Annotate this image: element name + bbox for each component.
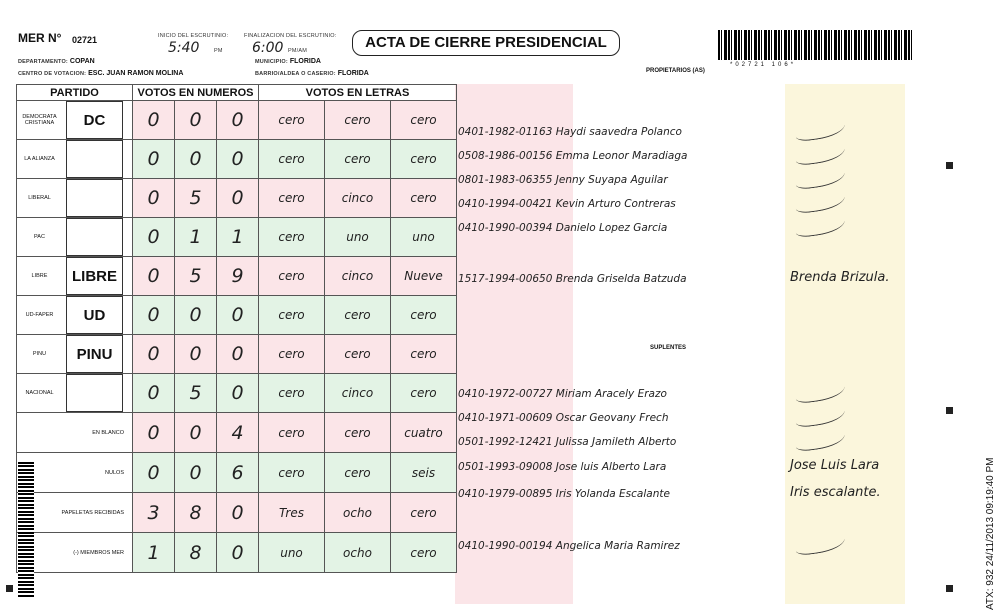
party-name: DEMOCRATA CRISTIANA <box>22 114 57 126</box>
votes-letter-word: cero <box>391 140 457 179</box>
inicio-label: INICIO DEL ESCRUTINIO: <box>158 33 229 39</box>
side-barcode <box>18 462 34 597</box>
member-signature: Brenda Brizula. <box>790 270 890 285</box>
timestamp-stamp: ATX: 932 24/11/2013 09:19:40 PM <box>985 457 996 610</box>
member-entry: 0410-1972-00727 Miriam Aracely Erazo <box>458 388 667 400</box>
votes-number-digit: 0 <box>175 140 217 179</box>
party-logo-icon: DC <box>66 101 123 139</box>
votes-number-digit: 1 <box>133 533 175 573</box>
votes-number-digit: 5 <box>175 179 217 218</box>
departamento-label: DEPARTAMENTO: <box>18 59 68 65</box>
table-row <box>17 413 457 453</box>
votes-number-digit: 3 <box>133 493 175 533</box>
barrio-value: FLORIDA <box>337 70 369 77</box>
votes-letter-word: cero <box>259 179 325 218</box>
votes-letter-word: uno <box>391 218 457 257</box>
col-numeros-header: VOTOS EN NUMEROS <box>133 85 259 101</box>
mer-label: MER N° <box>18 31 62 45</box>
registration-mark <box>946 585 953 592</box>
fin-ampm: PM/AM <box>288 48 308 54</box>
member-entry: 0410-1990-00394 Danielo Lopez Garcia <box>458 222 668 234</box>
total-label: NULOS <box>17 453 133 493</box>
votes-letter-word: uno <box>325 218 391 257</box>
votes-number-digit: 0 <box>217 101 259 140</box>
votes-letter-word: cero <box>391 533 457 573</box>
votes-letter-word: cero <box>325 335 391 374</box>
party-logo-icon <box>66 374 123 412</box>
table-row <box>17 101 457 140</box>
votes-letter-word: Tres <box>259 493 325 533</box>
votes-number-digit: 9 <box>217 257 259 296</box>
votes-number-digit: 0 <box>217 374 259 413</box>
votes-letter-word: cero <box>259 335 325 374</box>
member-signature: Jose Luis Lara <box>790 458 880 473</box>
table-row <box>17 335 457 374</box>
votes-letter-word: cero <box>259 218 325 257</box>
votes-number-digit: 0 <box>175 296 217 335</box>
votes-number-digit: 5 <box>175 257 217 296</box>
votes-number-digit: 0 <box>133 453 175 493</box>
table-row <box>17 453 457 493</box>
member-entry: 1517-1994-00650 Brenda Griselda Batzuda <box>458 273 687 285</box>
votes-letter-word: ocho <box>325 493 391 533</box>
votes-number-digit: 0 <box>175 453 217 493</box>
party-logo-icon: PINU <box>66 335 123 373</box>
registration-mark <box>946 162 953 169</box>
municipio-value: FLORIDA <box>289 58 321 65</box>
total-label: EN BLANCO <box>17 413 133 453</box>
propietarios-label: PROPIETARIOS (AS) <box>646 68 705 74</box>
party-logo-icon: LIBRE <box>66 257 123 295</box>
inicio-value: 5:40 <box>168 40 200 56</box>
table-row <box>17 218 457 257</box>
member-entry: 0410-1979-00895 Iris Yolanda Escalante <box>458 488 670 500</box>
member-signature: Iris escalante. <box>790 485 881 500</box>
votes-number-digit: 0 <box>217 179 259 218</box>
party-logo-icon: UD <box>66 296 123 334</box>
document-title: ACTA DE CIERRE PRESIDENCIAL <box>352 30 620 56</box>
fin-label: FINALIZACION DEL ESCRUTINIO: <box>244 33 337 39</box>
votes-letter-word: cero <box>391 296 457 335</box>
votes-letter-word: cero <box>391 374 457 413</box>
table-row <box>17 296 457 335</box>
votes-table <box>16 84 457 573</box>
col-partido-header: PARTIDO <box>17 85 133 101</box>
party-logo-icon <box>66 140 123 178</box>
party-name: LIBERAL <box>28 195 51 201</box>
votes-letter-word: cero <box>259 101 325 140</box>
table-row <box>17 179 457 218</box>
votes-number-digit: 8 <box>175 533 217 573</box>
centro-value: ESC. JUAN RAMON MOLINA <box>88 70 184 77</box>
votes-number-digit: 8 <box>175 493 217 533</box>
member-entry: 0401-1982-01163 Haydi saavedra Polanco <box>458 126 682 138</box>
votes-number-digit: 0 <box>133 218 175 257</box>
votes-letter-word: cero <box>259 453 325 493</box>
votes-number-digit: 0 <box>217 493 259 533</box>
votes-letter-word: cero <box>259 296 325 335</box>
party-name: PINU <box>32 351 47 357</box>
votes-number-digit: 0 <box>133 140 175 179</box>
votes-letter-word: cero <box>391 335 457 374</box>
total-label: PAPELETAS RECIBIDAS <box>17 493 133 533</box>
departamento-value: COPAN <box>69 58 95 65</box>
suplentes-label: SUPLENTES <box>650 345 687 351</box>
votes-letter-word: cero <box>325 413 391 453</box>
municipio-label: MUNICIPIO: <box>255 59 288 65</box>
votes-letter-word: cinco <box>325 257 391 296</box>
votes-number-digit: 0 <box>133 101 175 140</box>
votes-letter-word: cuatro <box>391 413 457 453</box>
votes-number-digit: 0 <box>133 257 175 296</box>
mer-number: 02721 <box>72 35 98 45</box>
barrio-label: BARRIO/ALDEA O CASERIO: <box>255 71 336 77</box>
fin-value: 6:00 <box>252 40 284 56</box>
votes-number-digit: 0 <box>133 296 175 335</box>
votes-letter-word: cero <box>391 101 457 140</box>
party-name: UD-FAPER <box>25 312 54 318</box>
party-name: LA ALIANZA <box>24 156 55 162</box>
member-entry: 0501-1993-09008 Jose luis Alberto Lara <box>458 461 667 473</box>
party-logo-icon <box>66 179 123 217</box>
member-entry: 0410-1971-00609 Oscar Geovany Frech <box>458 412 669 424</box>
votes-number-digit: 0 <box>217 335 259 374</box>
col-letras-header: VOTOS EN LETRAS <box>259 85 457 101</box>
votes-letter-word: ocho <box>325 533 391 573</box>
votes-number-digit: 0 <box>217 296 259 335</box>
votes-letter-word: cero <box>325 101 391 140</box>
member-entry: 0501-1992-12421 Julissa Jamileth Alberto <box>458 436 677 448</box>
barcode-number: *02721 106* <box>730 62 797 68</box>
member-entry: 0410-1994-00421 Kevin Arturo Contreras <box>458 198 676 210</box>
votes-number-digit: 0 <box>175 413 217 453</box>
votes-number-digit: 0 <box>133 374 175 413</box>
party-name: PAC <box>34 234 45 240</box>
votes-number-digit: 1 <box>217 218 259 257</box>
registration-mark <box>946 407 953 414</box>
party-logo-icon <box>66 218 123 256</box>
votes-number-digit: 0 <box>217 533 259 573</box>
table-row <box>17 140 457 179</box>
table-row <box>17 533 457 573</box>
votes-letter-word: uno <box>259 533 325 573</box>
votes-letter-word: cero <box>259 140 325 179</box>
votes-number-digit: 0 <box>175 335 217 374</box>
votes-letter-word: cero <box>325 453 391 493</box>
votes-letter-word: cero <box>391 493 457 533</box>
votes-number-digit: 6 <box>217 453 259 493</box>
votes-letter-word: cero <box>391 179 457 218</box>
votes-number-digit: 5 <box>175 374 217 413</box>
votes-number-digit: 4 <box>217 413 259 453</box>
party-name: LIBRE <box>31 273 48 279</box>
votes-letter-word: seis <box>391 453 457 493</box>
votes-letter-word: cero <box>325 296 391 335</box>
votes-letter-word: cinco <box>325 179 391 218</box>
table-row <box>17 257 457 296</box>
table-row <box>17 374 457 413</box>
votes-letter-word: Nueve <box>391 257 457 296</box>
votes-letter-word: cero <box>325 140 391 179</box>
votes-number-digit: 0 <box>133 335 175 374</box>
votes-number-digit: 1 <box>175 218 217 257</box>
barcode <box>718 30 913 60</box>
votes-number-digit: 0 <box>217 140 259 179</box>
member-entry: 0508-1986-00156 Emma Leonor Maradiaga <box>458 150 688 162</box>
votes-letter-word: cero <box>259 257 325 296</box>
total-label: (-) MIEMBROS MER <box>17 533 133 573</box>
inicio-ampm: PM <box>214 48 223 54</box>
votes-number-digit: 0 <box>133 413 175 453</box>
table-row <box>17 493 457 533</box>
id-column-band <box>455 84 573 604</box>
member-entry: 0801-1983-06355 Jenny Suyapa Aguilar <box>458 174 668 186</box>
votes-number-digit: 0 <box>175 101 217 140</box>
member-entry: 0410-1990-00194 Angelica Maria Ramirez <box>458 540 680 552</box>
votes-letter-word: cero <box>259 413 325 453</box>
party-name: NACIONAL <box>25 390 54 396</box>
votes-number-digit: 0 <box>133 179 175 218</box>
registration-mark <box>6 585 13 592</box>
votes-letter-word: cinco <box>325 374 391 413</box>
votes-letter-word: cero <box>259 374 325 413</box>
centro-label: CENTRO DE VOTACION: <box>18 71 87 77</box>
